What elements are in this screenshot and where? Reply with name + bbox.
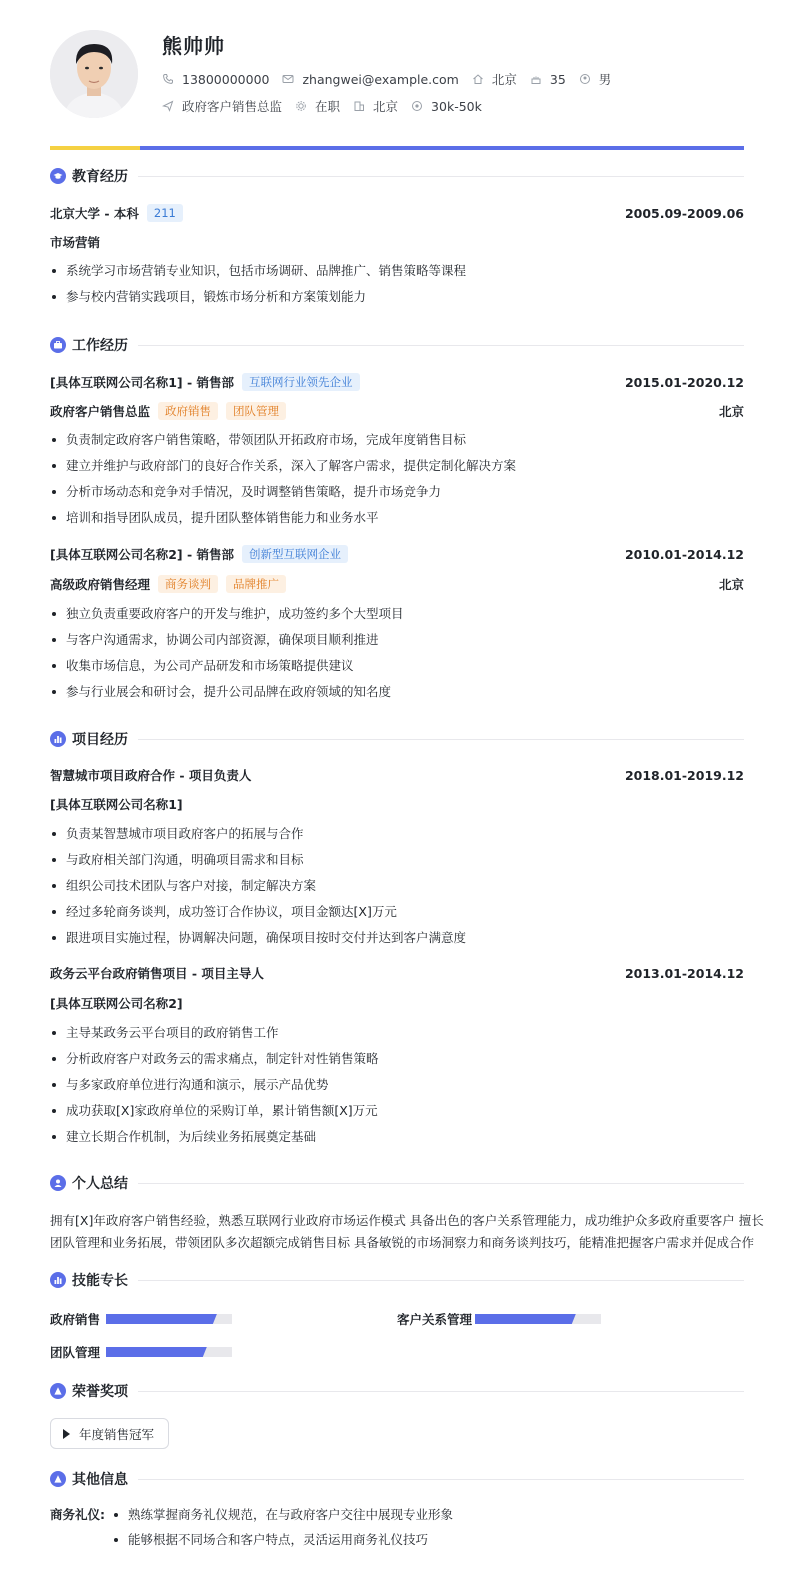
project-company: [具体互联网公司名称1] [50, 797, 183, 812]
project-company-row [50, 994, 744, 1012]
gender-item [579, 70, 612, 88]
candidate-name: 熊帅帅 [162, 34, 225, 58]
skill-name: 客户关系管理 [397, 1312, 473, 1327]
job-bullets [50, 605, 744, 709]
skill-item [397, 1310, 601, 1328]
job-role-row [50, 575, 744, 593]
other-bullets [112, 1506, 453, 1556]
list-item: 能够根据不同场合和客户特点，灵活运用商务礼仪技巧 [112, 1531, 453, 1556]
skill-bar-fill [106, 1347, 207, 1357]
section-education [50, 166, 744, 186]
section-title: 荣誉奖项 [72, 1384, 128, 1400]
salary-text: 30k-50k [431, 98, 482, 114]
job-header [50, 373, 744, 391]
school-tag: 211 [147, 204, 183, 222]
list-item: 收集市场信息，为公司产品研发和市场策略提供建议 [50, 657, 744, 683]
major-name: 市场营销 [50, 235, 101, 250]
other-label: 商务礼仪: [50, 1507, 105, 1522]
email-text: zhangwei@example.com [302, 71, 459, 87]
user-icon [50, 1175, 66, 1191]
major-row [50, 233, 744, 251]
summary-line: 团队管理和业务拓展，带领团队多次超额完成销售目标 具备敏锐的市场洞察力和商务谈判技巧，能精准把握客户需求并促成合作 [50, 1235, 754, 1250]
list-item: 参与行业展会和研讨会，提升公司品牌在政府领域的知名度 [50, 683, 744, 709]
skill-bar [106, 1347, 232, 1357]
job-city: 北京 [718, 404, 744, 419]
role-tag: 政府销售 [158, 402, 218, 420]
contact-row [162, 70, 624, 88]
project-header [50, 964, 744, 982]
list-item: 负责某智慧城市项目政府客户的拓展与合作 [50, 825, 744, 851]
job-header [50, 545, 744, 563]
school-name: 北京大学 - 本科 [50, 206, 139, 221]
role-tag: 品牌推广 [226, 575, 286, 593]
bar-chart-icon [50, 1272, 66, 1288]
job-role: 高级政府销售经理 [50, 577, 151, 592]
project-bullets [50, 825, 744, 955]
section-other [50, 1469, 744, 1489]
position-item [162, 97, 282, 115]
salary-item [411, 99, 482, 114]
project-date: 2018.01-2019.12 [624, 767, 744, 783]
list-item: 建立并维护与政府部门的良好合作关系，深入了解客户需求，提供定制化解决方案 [50, 457, 744, 483]
section-title: 工作经历 [72, 338, 128, 354]
skill-item [50, 1343, 232, 1361]
city-item [353, 97, 398, 115]
skill-item [50, 1310, 232, 1328]
list-item: 与多家政府单位进行沟通和演示，展示产品优势 [50, 1076, 744, 1102]
list-item: 跟进项目实施过程，协调解决问题，确保项目按时交付并达到客户满意度 [50, 929, 744, 955]
skill-bar-fill [475, 1314, 576, 1324]
gear-icon [295, 100, 307, 112]
section-awards [50, 1381, 744, 1401]
list-item: 组织公司技术团队与客户对接，制定解决方案 [50, 877, 744, 903]
summary-line: 拥有[X]年政府客户销售经验，熟悉互联网行业政府市场运作模式 具备出色的客户关系管理能力，成功维护众多政府重要客户 擅长 [50, 1213, 764, 1228]
education-header [50, 204, 744, 222]
email-item [282, 72, 458, 87]
coin-icon [411, 100, 423, 112]
list-item: 建立长期合作机制，为后续业务拓展奠定基础 [50, 1128, 744, 1154]
job-bullets [50, 431, 744, 535]
job-role: 政府客户销售总监 [50, 404, 151, 419]
skill-bar-fill [106, 1314, 217, 1324]
list-item: 主导某政务云平台项目的政府销售工作 [50, 1024, 744, 1050]
project-name: 政务云平台政府销售项目 - 项目主导人 [50, 966, 264, 981]
section-title: 项目经历 [72, 732, 128, 748]
company-name: [具体互联网公司名称1] - 销售部 [50, 375, 235, 390]
header-divider [50, 146, 744, 150]
skill-bar [106, 1314, 232, 1324]
summary-text [50, 1210, 764, 1254]
play-icon [63, 1429, 70, 1439]
phone-text: 13800000000 [182, 71, 270, 87]
mail-icon [282, 73, 294, 85]
project-name: 智慧城市项目政府合作 - 项目负责人 [50, 768, 252, 783]
list-item: 分析政府客户对政务云的需求痛点，制定针对性销售策略 [50, 1050, 744, 1076]
list-item: 成功获取[X]家政府单位的采购订单，累计销售额[X]万元 [50, 1102, 744, 1128]
graduation-cap-icon [50, 168, 66, 184]
section-work [50, 335, 744, 355]
briefcase-icon [50, 337, 66, 353]
section-summary [50, 1173, 744, 1193]
age-text: 35 [549, 71, 566, 87]
avatar [50, 30, 138, 118]
cake-icon [530, 73, 542, 85]
project-company-row [50, 795, 744, 813]
location-item [472, 70, 517, 88]
section-skills [50, 1270, 744, 1290]
section-projects [50, 729, 744, 749]
location-text: 北京 [491, 72, 517, 87]
position-text: 政府客户销售总监 [182, 99, 283, 114]
skill-name: 团队管理 [50, 1345, 101, 1360]
info-icon [50, 1471, 66, 1487]
list-item: 熟练掌握商务礼仪规范，在与政府客户交往中展现专业形象 [112, 1506, 453, 1531]
status-text: 在职 [315, 99, 341, 114]
section-title: 个人总结 [72, 1176, 128, 1192]
phone-item [162, 72, 269, 87]
status-item [295, 97, 340, 115]
resume-header [50, 28, 744, 146]
user-circle-icon [579, 73, 591, 85]
role-tag: 团队管理 [226, 402, 286, 420]
list-item: 培训和指导团队成员，提升团队整体销售能力和业务水平 [50, 509, 744, 535]
award-item [50, 1418, 169, 1449]
job-city: 北京 [718, 577, 744, 592]
award-icon [50, 1383, 66, 1399]
list-item: 经过多轮商务谈判，成功签订合作协议，项目金额达[X]万元 [50, 903, 744, 929]
job-date: 2015.01-2020.12 [624, 374, 744, 390]
home-icon [472, 73, 484, 85]
list-item: 独立负责重要政府客户的开发与维护，成功签约多个大型项目 [50, 605, 744, 631]
job-info-row [162, 97, 495, 115]
list-item: 与客户沟通需求，协调公司内部资源，确保项目顺利推进 [50, 631, 744, 657]
building-icon [353, 100, 365, 112]
job-date: 2010.01-2014.12 [624, 546, 744, 562]
skill-name: 政府销售 [50, 1312, 101, 1327]
project-bullets [50, 1024, 744, 1154]
phone-icon [162, 73, 174, 85]
section-title: 其他信息 [72, 1472, 128, 1488]
education-date: 2005.09-2009.06 [624, 205, 744, 221]
company-name: [具体互联网公司名称2] - 销售部 [50, 547, 235, 562]
project-date: 2013.01-2014.12 [624, 965, 744, 981]
project-header [50, 766, 744, 784]
job-role-row [50, 402, 744, 420]
list-item: 分析市场动态和竞争对手情况，及时调整销售策略，提升市场竞争力 [50, 483, 744, 509]
section-title: 技能专长 [72, 1273, 128, 1289]
send-icon [162, 100, 174, 112]
list-item: 与政府相关部门沟通，明确项目需求和目标 [50, 851, 744, 877]
other-info [50, 1506, 744, 1556]
skill-bar [475, 1314, 601, 1324]
company-tag: 互联网行业领先企业 [242, 373, 360, 391]
project-company: [具体互联网公司名称2] [50, 996, 183, 1011]
age-item [530, 72, 566, 87]
bar-chart-icon [50, 731, 66, 747]
section-title: 教育经历 [72, 169, 128, 185]
list-item: 参与校内营销实践项目，锻炼市场分析和方案策划能力 [50, 288, 744, 314]
gender-text: 男 [598, 72, 612, 87]
award-text: 年度销售冠军 [79, 1426, 155, 1442]
list-item: 系统学习市场营销专业知识，包括市场调研、品牌推广、销售策略等课程 [50, 262, 744, 288]
company-tag: 创新型互联网企业 [242, 545, 348, 563]
education-bullets [50, 262, 744, 314]
list-item: 负责制定政府客户销售策略，带领团队开拓政府市场，完成年度销售目标 [50, 431, 744, 457]
role-tag: 商务谈判 [158, 575, 218, 593]
city-text: 北京 [373, 99, 399, 114]
